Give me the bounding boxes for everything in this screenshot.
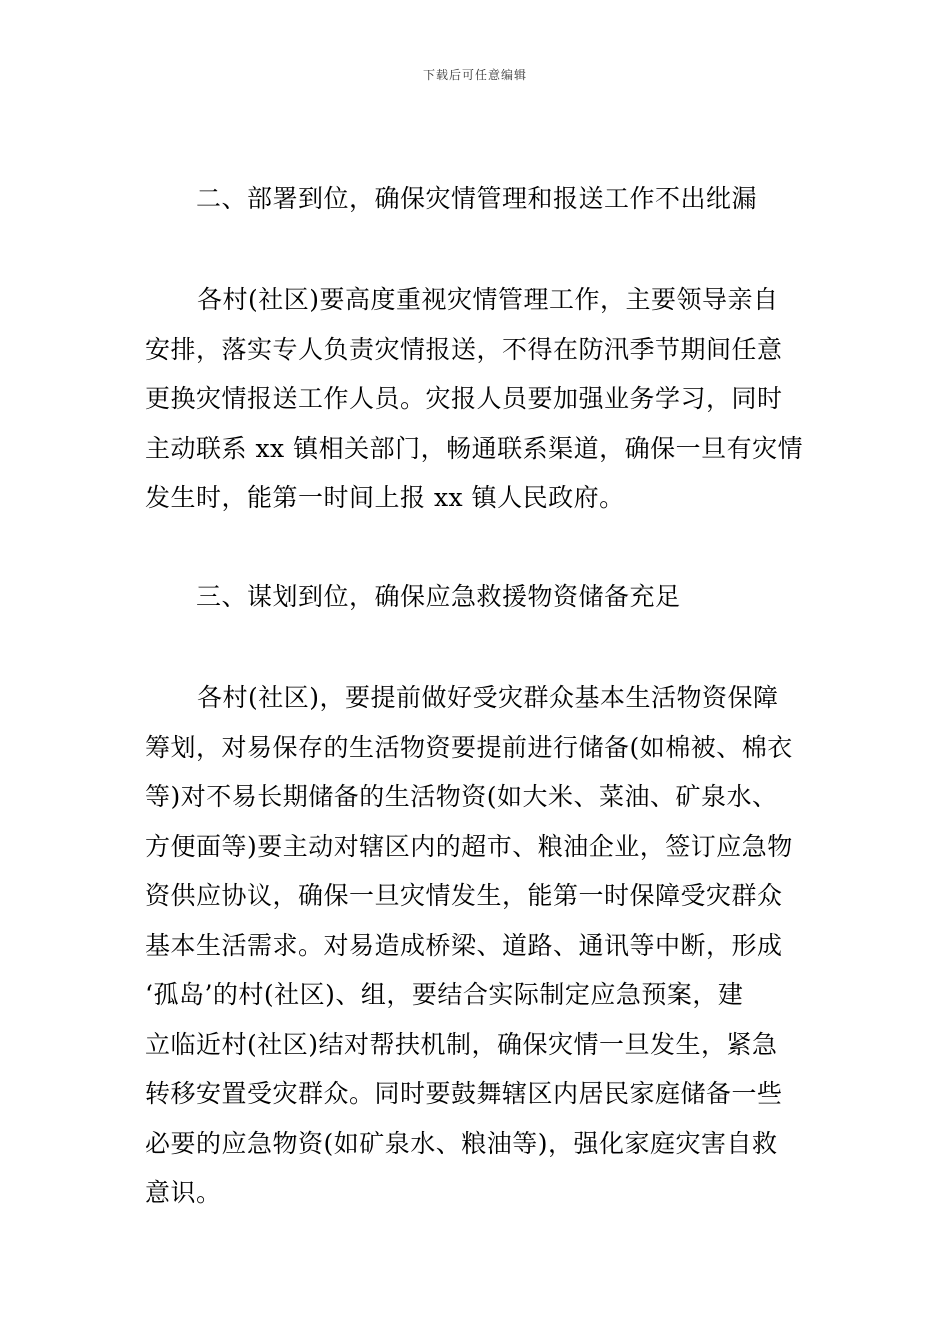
paragraph-line: 各村(社区)要高度重视灾情管理工作，主要领导亲自: [197, 285, 779, 314]
paragraph-line: 意识。: [145, 1178, 222, 1207]
paragraph-line: 更换灾情报送工作人员。灾报人员要加强业务学习，同时: [145, 384, 783, 413]
paragraph-line: 必要的应急物资(如矿泉水、粮油等)，强化家庭灾害自救: [145, 1128, 778, 1158]
section-3-heading: 三、谋划到位，确保应急救援物资储备充足: [196, 582, 681, 611]
paragraph-line: 资供应协议，确保一旦灾情发生，能第一时保障受灾群众: [145, 881, 783, 910]
paragraph-line: 筹划，对易保存的生活物资要提前进行储备(如棉被、棉衣: [145, 732, 793, 762]
paragraph-line: 发生时，能第一时间上报 xx 镇人民政府。: [145, 483, 625, 512]
header-note: 下载后可任意编辑: [422, 68, 527, 82]
paragraph-line: 安排，落实专人负责灾情报送，不得在防汛季节期间任意: [145, 334, 783, 364]
section-3-paragraph: [145, 673, 810, 1218]
paragraph-line: 转移安置受灾群众。同时要鼓舞辖区内居民家庭储备一些: [145, 1079, 783, 1108]
paragraph-line: 等)对不易长期储备的生活物资(如大米、菜油、矿泉水、: [145, 782, 778, 811]
paragraph-line: 基本生活需求。对易造成桥梁、道路、通讯等中断，形成: [145, 930, 783, 960]
paragraph-line: ‘孤岛’的村(社区)、组，要结合实际制定应急预案，建: [145, 980, 744, 1009]
paragraph-line: 立临近村(社区)结对帮扶机制，确保灾情一旦发生，紧急: [145, 1029, 778, 1059]
section-2-heading: 二、部署到位，确保灾情管理和报送工作不出纰漏: [196, 184, 758, 213]
paragraph-line: 各村(社区)，要提前做好受灾群众基本生活物资保障: [197, 683, 779, 712]
section-2-paragraph: [145, 275, 810, 523]
paragraph-line: 主动联系 xx 镇相关部门，畅通联系渠道，确保一旦有灾情: [145, 433, 804, 463]
paragraph-line: 方便面等)要主动对辖区内的超市、粮油企业，签订应急物: [145, 831, 793, 861]
